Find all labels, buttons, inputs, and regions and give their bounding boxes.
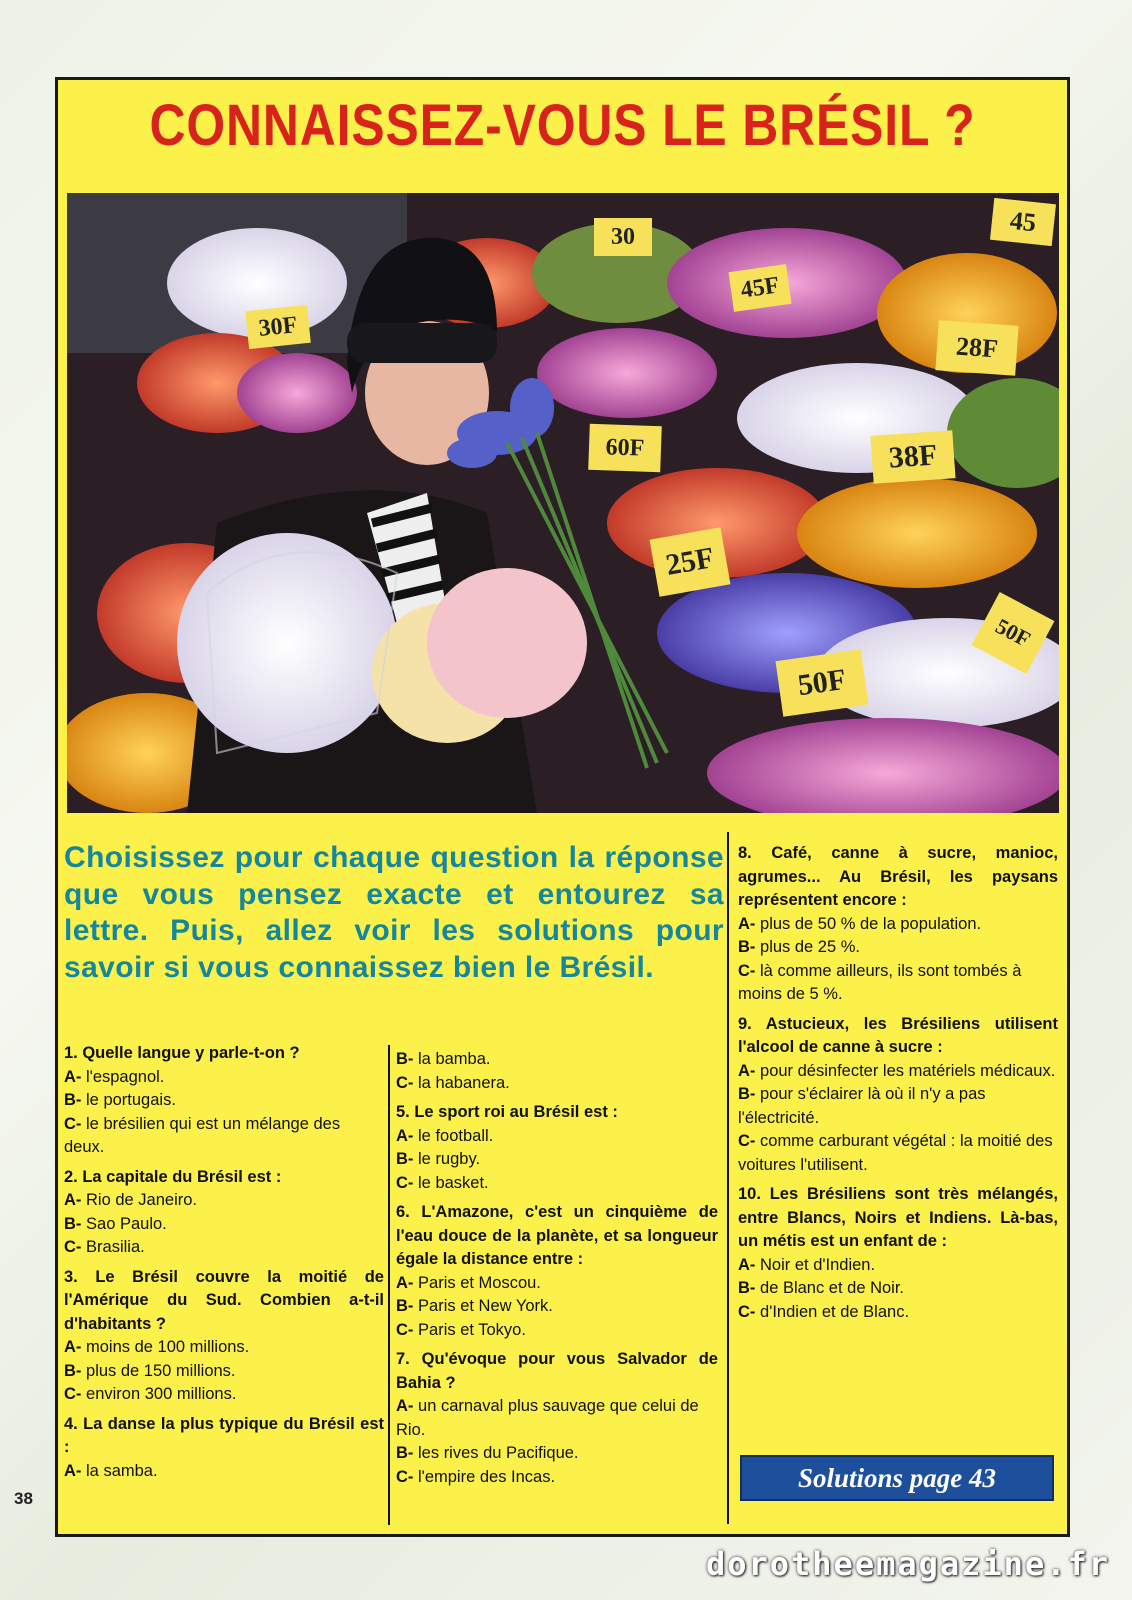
answer-option[interactable]: C- comme carburant végétal : la moitié des voitures l'utilisent. (738, 1132, 1053, 1174)
quiz-panel (55, 77, 1070, 1537)
question-5: 5. Le sport roi au Brésil est : A- le football. B- le rugby. C- le basket. (396, 1101, 718, 1195)
flower-market-illustration (67, 193, 1059, 813)
answer-option[interactable]: C- Paris et Tokyo. (396, 1320, 526, 1339)
answer-option[interactable]: C- là comme ailleurs, ils sont tombés à moins de 5 %. (738, 961, 1022, 1003)
answer-option[interactable]: A- pour désinfecter les matériels médicaux. (738, 1061, 1056, 1080)
page-title: CONNAISSEZ-VOUS LE BRÉSIL ? (149, 93, 976, 158)
price-tag: 50F (776, 649, 869, 716)
answer-option[interactable]: C- la habanera. (396, 1073, 510, 1092)
price-tag: 60F (588, 424, 662, 472)
question-4: 4. La danse la plus typique du Brésil est : A- la samba. (64, 1413, 384, 1484)
page-number: 38 (14, 1489, 33, 1508)
answer-option[interactable]: B- plus de 150 millions. (64, 1361, 236, 1380)
answer-option[interactable]: A- Paris et Moscou. (396, 1273, 541, 1292)
question-1: 1. Quelle langue y parle-t-on ? A- l'espagnol. B- le portugais. C- le brésilien qui est un mélange des deux. (64, 1042, 384, 1160)
answer-option[interactable]: A- Noir et d'Indien. (738, 1255, 876, 1274)
answer-option[interactable]: B- Sao Paulo. (64, 1214, 167, 1233)
watermark: dorotheemagazine.fr (705, 1545, 1110, 1583)
question-10: 10. Les Brésiliens sont très mélangés, entre Blancs, Noirs et Indiens. Là-bas, un métis est un enfant de : A- Noir et d'Indien. B- de Blanc et de Noir. C- d'Indien et de Blanc. (738, 1183, 1058, 1324)
answer-option[interactable]: B- plus de 25 %. (738, 938, 860, 956)
price-tag: 45F (728, 264, 791, 312)
question-4-continued (396, 1048, 718, 1095)
questions-column-2 (396, 1048, 718, 1495)
column-divider (727, 832, 729, 1524)
answer-option[interactable]: A- plus de 50 % de la population. (738, 914, 982, 933)
answer-option[interactable]: B- Paris et New York. (396, 1297, 553, 1315)
price-tag: 50F (972, 592, 1055, 674)
price-tag: 38F (870, 430, 955, 484)
price-tag: 28F (935, 320, 1018, 375)
answer-option[interactable]: C- le brésilien qui est un mélange des deux. (64, 1114, 341, 1156)
answer-option[interactable]: A- l'espagnol. (64, 1067, 165, 1086)
answer-option[interactable]: B- la bamba. (396, 1050, 491, 1068)
question-6: 6. L'Amazone, c'est un cinquième de l'eau douce de la planète, et sa longueur égale la distance entre : A- Paris et Moscou. B- Paris et New York. C- Paris et Tokyo. (396, 1201, 718, 1342)
answer-option[interactable]: B- le rugby. (396, 1150, 481, 1168)
answer-option[interactable]: A- le football. (396, 1126, 494, 1145)
answer-option[interactable]: B- le portugais. (64, 1091, 176, 1109)
price-tag: 25F (650, 527, 731, 597)
answer-option[interactable]: C- Brasilia. (64, 1238, 145, 1256)
answer-option[interactable]: A- moins de 100 millions. (64, 1338, 250, 1356)
flower-market-photo (67, 193, 1059, 813)
question-3: 3. Le Brésil couvre la moitié de l'Amérique du Sud. Combien a-t-il d'habitants ? A- moins de 100 millions. B- plus de 150 millions. C- environ 300 millions. (64, 1266, 384, 1407)
questions-column-1 (64, 1042, 384, 1489)
answer-option[interactable]: C- l'empire des Incas. (396, 1467, 556, 1486)
solutions-badge: Solutions page 43 (740, 1455, 1054, 1501)
price-tag: 45 (990, 198, 1056, 246)
answer-option[interactable]: A- la samba. (64, 1461, 158, 1480)
answer-option[interactable]: A- un carnaval plus sauvage que celui de Rio. (396, 1397, 699, 1439)
column-divider (388, 1045, 390, 1525)
question-7: 7. Qu'évoque pour vous Salvador de Bahia ? A- un carnaval plus sauvage que celui de Rio. B- les rives du Pacifique. C- l'empire des Incas. (396, 1348, 718, 1489)
question-8: 8. Café, canne à sucre, manioc, agrumes... Au Brésil, les paysans représentent encore : A- plus de 50 % de la population. B- plus de 25 %. C- là comme ailleurs, ils sont tombés à moins de 5 %. (738, 842, 1058, 1007)
questions-column-3 (738, 842, 1058, 1330)
price-tag: 30 (594, 218, 652, 256)
question-9: 9. Astucieux, les Brésiliens utilisent l'alcool de canne à sucre : A- pour désinfecter les matériels médicaux. B- pour s'éclairer là où il n'y a pas l'électricité. C- comme carburant végétal : la moitié des voitures l'utilisent. (738, 1013, 1058, 1178)
price-tag: 30F (245, 305, 311, 349)
question-2: 2. La capitale du Brésil est : A- Rio de Janeiro. B- Sao Paulo. C- Brasilia. (64, 1166, 384, 1260)
answer-option[interactable]: C- le basket. (396, 1173, 489, 1192)
quiz-instructions: Choisissez pour chaque question la réponse que vous pensez exacte et entourez sa lettre. Puis, allez voir les solutions pour savoir si vous connaissez bien le Brésil. (64, 841, 724, 984)
answer-option[interactable]: C- environ 300 millions. (64, 1385, 237, 1403)
answer-option[interactable]: B- pour s'éclairer là où il n'y a pas l'électricité. (738, 1085, 986, 1127)
answer-option[interactable]: A- Rio de Janeiro. (64, 1191, 197, 1209)
answer-option[interactable]: B- les rives du Pacifique. (396, 1444, 579, 1462)
answer-option[interactable]: B- de Blanc et de Noir. (738, 1279, 905, 1297)
answer-option[interactable]: C- d'Indien et de Blanc. (738, 1302, 910, 1321)
